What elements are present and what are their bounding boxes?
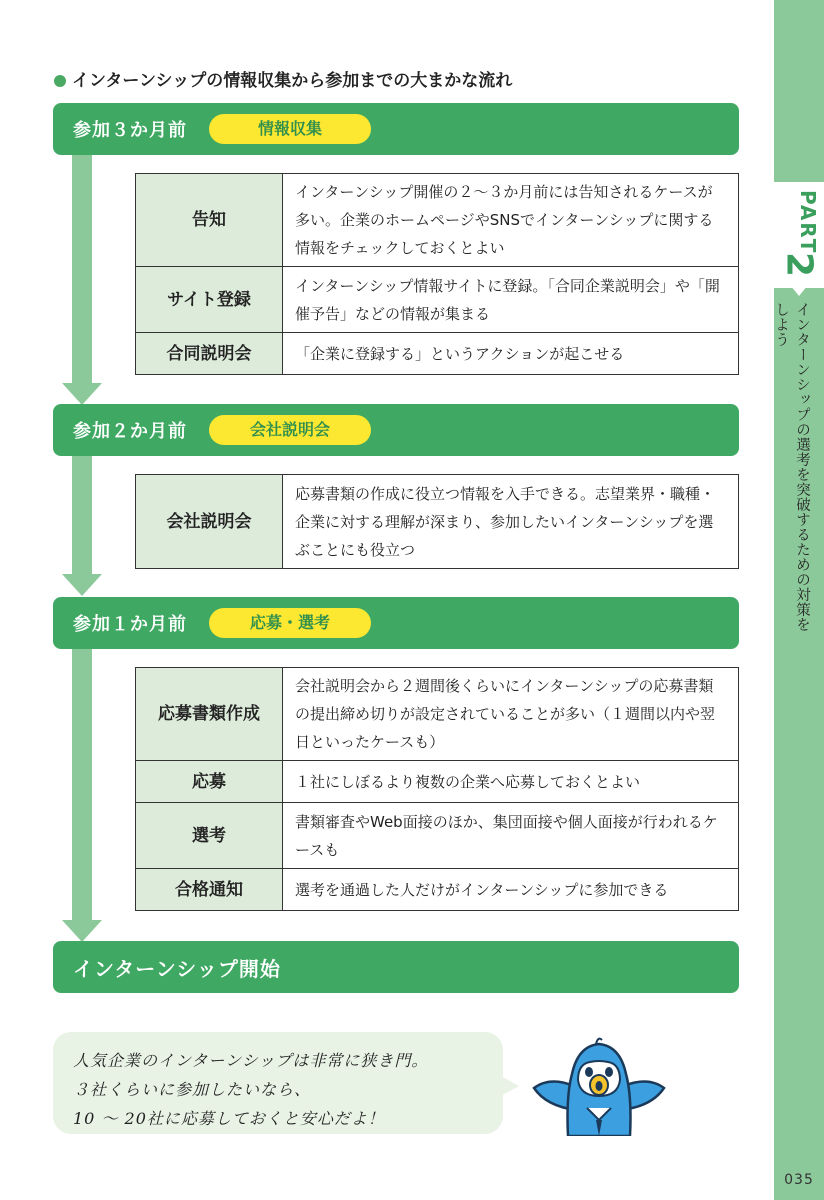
- row-text: 会社説明会から２週間後くらいにインターンシップの応募書類の提出締め切りが設定されていることが多い（１週間以内や翌日といったケースも）: [283, 668, 739, 761]
- row-label: 合同説明会: [136, 333, 283, 375]
- arrow-down-icon: [62, 574, 102, 596]
- part-sidebar: [774, 0, 824, 1200]
- stage-badge: 情報収集: [209, 114, 371, 144]
- row-label: 合格通知: [136, 869, 283, 911]
- row-label: 告知: [136, 174, 283, 267]
- table-row: [136, 668, 739, 761]
- page-number: 035: [784, 1172, 814, 1188]
- row-label: 応募: [136, 761, 283, 803]
- final-stage-title: インターンシップ開始: [73, 956, 281, 981]
- speech-line: 人気企業のインターンシップは非常に狭き門。: [73, 1051, 429, 1070]
- page-heading: [54, 66, 512, 91]
- stage-table: [135, 667, 739, 911]
- speech-line: ３社くらいに参加したいなら、: [73, 1080, 312, 1099]
- stage-bar: [53, 597, 739, 649]
- stage-table: [135, 173, 739, 375]
- part-label: PART: [796, 190, 820, 255]
- row-label: サイト登録: [136, 267, 283, 333]
- stage-title: 参加３か月前: [73, 120, 187, 141]
- penguin-mascot-icon: [532, 1036, 666, 1136]
- stage-title: 参加２か月前: [73, 421, 187, 442]
- arrow-down-icon: [62, 920, 102, 942]
- flow-line: [72, 155, 92, 387]
- row-label: 会社説明会: [136, 475, 283, 569]
- row-text: 「企業に登録する」というアクションが起こせる: [283, 333, 739, 375]
- arrow-down-icon: [62, 383, 102, 405]
- row-label: 応募書類作成: [136, 668, 283, 761]
- speech-line: 10 ～ 20社に応募しておくと安心だよ！: [73, 1109, 385, 1128]
- row-text: １社にしぼるより複数の企業へ応募しておくとよい: [283, 761, 739, 803]
- table-row: [136, 174, 739, 267]
- flow-line: [72, 456, 92, 578]
- row-text: インターンシップ開催の２～３か月前には告知されるケースが多い。企業のホームページやSNSでインターンシップに関する情報をチェックしておくとよい: [283, 174, 739, 267]
- stage-badge: 会社説明会: [209, 415, 371, 445]
- stage-bar: [53, 103, 739, 155]
- table-row: [136, 869, 739, 911]
- table-row: [136, 761, 739, 803]
- stage-bar: [53, 404, 739, 456]
- chapter-title: インターンシップの選考を突破するための対策をしよう: [773, 302, 810, 632]
- table-row: [136, 267, 739, 333]
- row-text: 応募書類の作成に役立つ情報を入手できる。志望業界・職種・企業に対する理解が深まり、参加したいインターンシップを選ぶことにも役立つ: [283, 475, 739, 569]
- table-row: [136, 803, 739, 869]
- triangle-down-icon: [786, 280, 812, 296]
- heading-text: インターンシップの情報収集から参加までの大まかな流れ: [72, 71, 513, 91]
- stage-badge: 応募・選考: [209, 608, 371, 638]
- stage-table: [135, 474, 739, 569]
- bullet-dot-icon: [54, 75, 66, 87]
- flow-line: [72, 648, 92, 924]
- row-text: 選考を通過した人だけがインターンシップに参加できる: [283, 869, 739, 911]
- bubble-tail: [501, 1076, 519, 1096]
- row-text: 書類審査やWeb面接のほか、集団面接や個人面接が行われるケースも: [283, 803, 739, 869]
- final-stage-bar: [53, 941, 739, 993]
- table-row: [136, 475, 739, 569]
- table-row: [136, 333, 739, 375]
- row-label: 選考: [136, 803, 283, 869]
- row-text: インターンシップ情報サイトに登録。「合同企業説明会」や「開催予告」などの情報が集まる: [283, 267, 739, 333]
- part-number: 2: [778, 251, 820, 278]
- stage-title: 参加１か月前: [73, 614, 187, 635]
- speech-bubble: [53, 1032, 503, 1134]
